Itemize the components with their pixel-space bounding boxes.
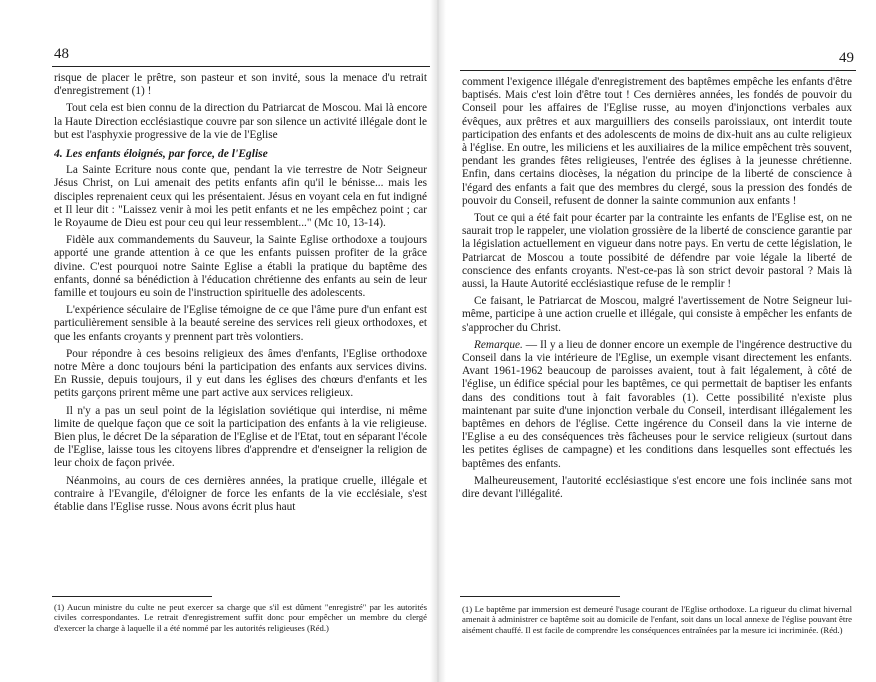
paragraph: Néanmoins, au cours de ces dernières années, la pratique cruelle, illégale et contraire à l'Evangile, d'éloigner de force les enfants de la vie ecclésiale, s'est établie dans l'Eglise russe. Nous avons écrit plus haut	[54, 474, 427, 514]
footnote: (1) Aucun ministre du culte ne peut exercer sa charge que s'il est dûment "enregistré" par les autorités civiles correspondantes. Le retrait d'enregistrement suffit donc pour empêcher un membre du clergé d'exercer la charge à laquelle il a été nommé par les autorités religieuses (Réd.)	[54, 602, 427, 633]
paragraph: Fidèle aux commandements du Sauveur, la Sainte Eglise orthodoxe a toujours apporté une grande attention à ce que les enfants puissen profiter de la grâce divine. C'est pourquoi notre Sainte Eglise a établi la pratique du baptême des enfants, donné sa bénédiction à l'éducation chrétienne des enfants au sein de leur famille et toujours eu soin de l'instruction spirituelle des adolescents.	[54, 234, 427, 300]
paragraph: Il n'y a pas un seul point de la législation soviétique qui interdise, ni même limite de quelque façon que ce soit la participation des enfants à la vie religieuse. Bien plus, le décret De la séparation de l'Eglise et de l'Etat, tout en séparant l'école de l'Eglise, laisse tous les citoyens libres d'apprendre et d'enseigner la religion de leur choix de façon privée.	[54, 404, 427, 470]
paragraph: L'expérience séculaire de l'Eglise témoigne de ce que l'âme pure d'un enfant est particulièrement sensible à la beauté sereine des services reli gieux orthodoxes, et que les enfants croyants y prennent part très volontiers.	[54, 304, 427, 343]
paragraph: Tout ce qui a été fait pour écarter par la contrainte les enfants de l'Eglise est, on ne saurait trop le rappeler, une violation grossière de la liberté de conscience garantie par la législation actuellement en vigueur dans notre pays. En vertu de cette législation, le Patriarcat de Moscou a toute possibité de défendre par voie légale la liberté de conscience des enfants croyants. N'est-ce-pas là son strict devoir pastoral ? Mais là aussi, la Haute Autorité ecclésiastique refuse de le remplir !	[462, 212, 852, 291]
footnote-rule	[52, 596, 212, 597]
paragraph: risque de placer le prêtre, son pasteur et son invité, sous la menace d'u retrait d'enregistrement (1) !	[54, 72, 427, 98]
right-page	[446, 0, 876, 682]
header-rule	[460, 70, 856, 71]
paragraph: comment l'exigence illégale d'enregistrement des baptêmes empêche les enfants d'être baptisés. Mais c'est loin d'être tout ! Ces dernières années, les fondés de pouvoir du Conseil pour les affaires de l'Eglise russe, au moyen d'injonctions verbales aux évêques, aux prêtres et aux marguilliers des conseils paroissiaux, ont interdit toute participation des enfants et des adolescents de moins de dix-huit ans au culte religieux à l'église. En outre, les miliciens et les auxiliaires de la milice empêchent très souvent, pendant les grandes fêtes religieuses, l'entrée des églises à la jeunesse chrétienne. Enfin, dans certains diocèses, la négation du principe de la liberté de conscience à l'égard des enfants a fait que des membres du clergé, sous la pression des fondés de pouvoir du Conseil, refusent de donner la sainte communion aux enfants !	[462, 76, 852, 207]
paragraph: Malheureusement, l'autorité ecclésiastique s'est encore une fois inclinée sans mot dire devant l'illégalité.	[462, 474, 852, 501]
body-text	[54, 72, 427, 580]
header-rule	[52, 66, 430, 67]
paragraph: La Sainte Ecriture nous conte que, pendant la vie terrestre de Notr Seigneur Jésus Christ, on Lui amenait des petits enfants afin qu'il le bénisse... mais les disciples reprenaient ceux qui les présentaient. Jésus en voyant cela en fut indigné et Il leur dit : "Laissez venir à moi les petit enfants et ne les empêchez point ; car le Royaume de Dieu est pour ceu qui leur ressemblent..." (Mc 10, 13-14).	[54, 164, 427, 230]
paragraph: Pour répondre à ces besoins religieux des âmes d'enfants, l'Eglise orthodoxe notre Mère a donc toujours béni la participation des enfants aux services divins. En Russie, depuis toujours, il y eut dans les églises des chœurs d'enfants et les petits garçons prirent même une part active aux services religieux.	[54, 347, 427, 400]
page-number: 48	[54, 46, 69, 62]
footnote-rule	[460, 596, 620, 597]
book-gutter	[430, 0, 446, 682]
section-heading: 4. Les enfants éloignés, par force, de l'Eglise	[54, 147, 268, 161]
remark-label: Remarque.	[474, 338, 523, 351]
footnote: (1) Le baptême par immersion est demeuré l'usage courant de l'Eglise orthodoxe. La rigueur du climat hivernal amenait à administrer ce baptême soit au domicile de l'enfant, soit dans un local annexe de l'église pouvant être aisément chauffé. Il est facile de comprendre les conséquences entraînées par la mesure ici incriminée. (Réd.)	[462, 604, 852, 635]
remark-paragraph	[462, 339, 852, 471]
paragraph: Tout cela est bien connu de la direction du Patriarcat de Moscou. Mai là encore la Haute Direction ecclésiastique couvre par son silence un activité illégale dont le but est l'asphyxie progressive de la vie de l'Eglise	[54, 102, 427, 141]
remark-text: — Il y a lieu de donner encore un exemple de l'ingérence destructive du Conseil dans la vie intérieure de l'Eglise, un exemple visant directement les enfants. Avant 1961-1962 beaucoup de paroisses avaient, tout à fait légalement, à côté de l'église, un édifice spécial pour les baptêmes, ce qui permettait de baptiser les enfants dans des conditions tout à fait favorables (1). Cette possibilité n'existe plus maintenant par suite d'une injonction verbale du Conseil, interdisant illégalement les baptêmes en dehors de l'église. Cette ingérence du Conseil dans la vie interne de l'Eglise a eu des conséquences très fâcheuses pour le service religieux (surtout dans les petites églises de campagne) et les conditions dans lesquelles sont effectués les baptêmes des enfants.	[462, 338, 852, 470]
paragraph: Ce faisant, le Patriarcat de Moscou, malgré l'avertissement de Notre Seigneur lui-même, participe à une action cruelle et illégale, qui consiste à empêcher les enfants de s'approcher du Christ.	[462, 295, 852, 334]
page-number: 49	[839, 50, 854, 66]
body-text	[462, 76, 852, 578]
left-page	[0, 0, 430, 682]
